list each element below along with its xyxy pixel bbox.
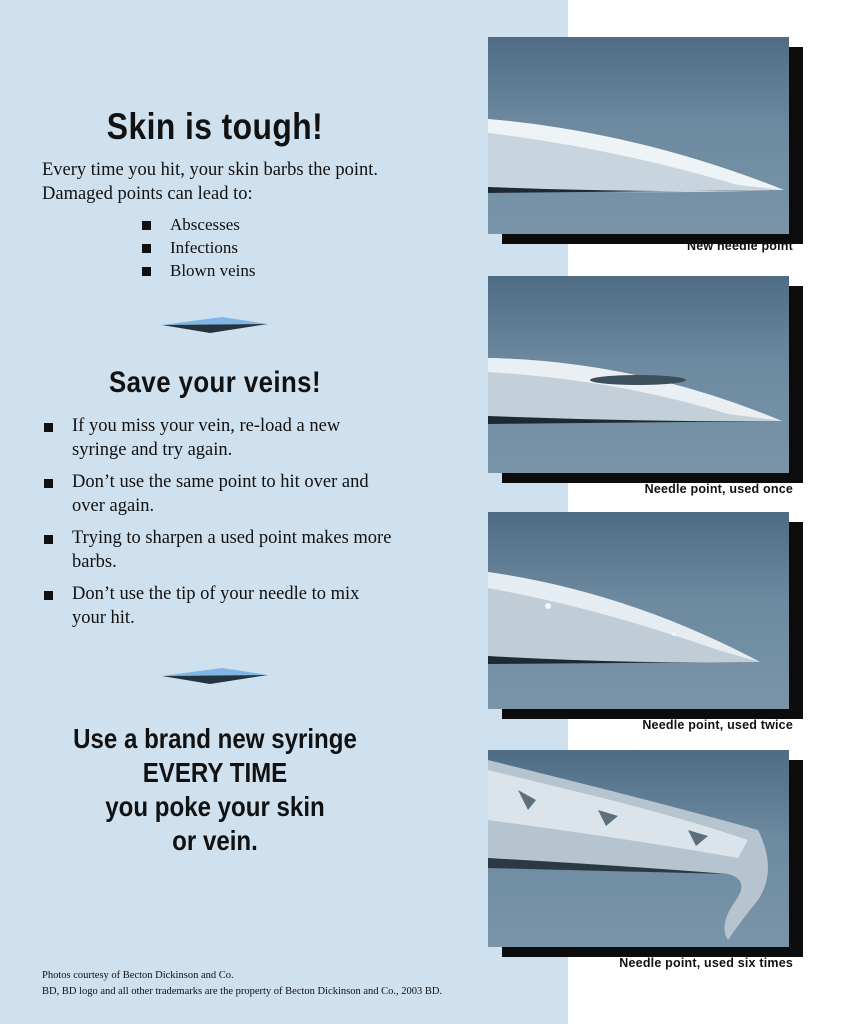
photo-used-once: [488, 276, 793, 496]
photo-caption: Needle point, used twice: [642, 718, 793, 732]
photo-caption: New needle point: [687, 239, 793, 253]
list-item: Don’t use the tip of your needle to mix your hit.: [42, 582, 392, 630]
square-bullet-icon: [44, 423, 53, 432]
list-item: Trying to sharpen a used point makes more barbs.: [42, 526, 392, 574]
photo-caption: Needle point, used six times: [619, 956, 793, 970]
needle-photo-image: [488, 512, 789, 709]
square-bullet-icon: [44, 591, 53, 600]
arrow-divider-icon: [160, 667, 270, 685]
damage-list: [140, 213, 255, 282]
list-item: Blown veins: [140, 259, 255, 282]
advice-list: [42, 414, 392, 638]
list-item: If you miss your vein, re-load a new syringe and try again.: [42, 414, 392, 462]
square-bullet-icon: [142, 267, 151, 276]
square-bullet-icon: [142, 244, 151, 253]
square-bullet-icon: [142, 221, 151, 230]
list-item: Don’t use the same point to hit over and over again.: [42, 470, 392, 518]
square-bullet-icon: [44, 535, 53, 544]
call-to-action: Use a brand new syringe EVERY TIME you poke your skin or vein.: [73, 723, 357, 856]
skin-tough-intro: Every time you hit, your skin barbs the point. Damaged points can lead to:: [42, 160, 379, 204]
photo-caption: Needle point, used once: [644, 482, 793, 496]
save-veins-heading: Save your veins!: [109, 366, 321, 399]
photo-credits: Photos courtesy of Becton Dickinson and Co. BD, BD logo and all other trademarks are the property of Becton Dickinson and Co., 2003 BD.: [42, 970, 443, 997]
needle-photo-image: [488, 276, 789, 473]
photo-used-twice: [488, 512, 793, 732]
list-item: Infections: [140, 236, 255, 259]
photo-new-needle: [488, 37, 793, 252]
photo-used-six-times: [488, 750, 793, 972]
skin-tough-heading: Skin is tough!: [106, 106, 324, 147]
square-bullet-icon: [44, 479, 53, 488]
needle-photo-image: [488, 37, 789, 234]
list-item: Abscesses: [140, 213, 255, 236]
needle-photo-image: [488, 750, 789, 947]
arrow-divider-icon: [160, 316, 270, 334]
